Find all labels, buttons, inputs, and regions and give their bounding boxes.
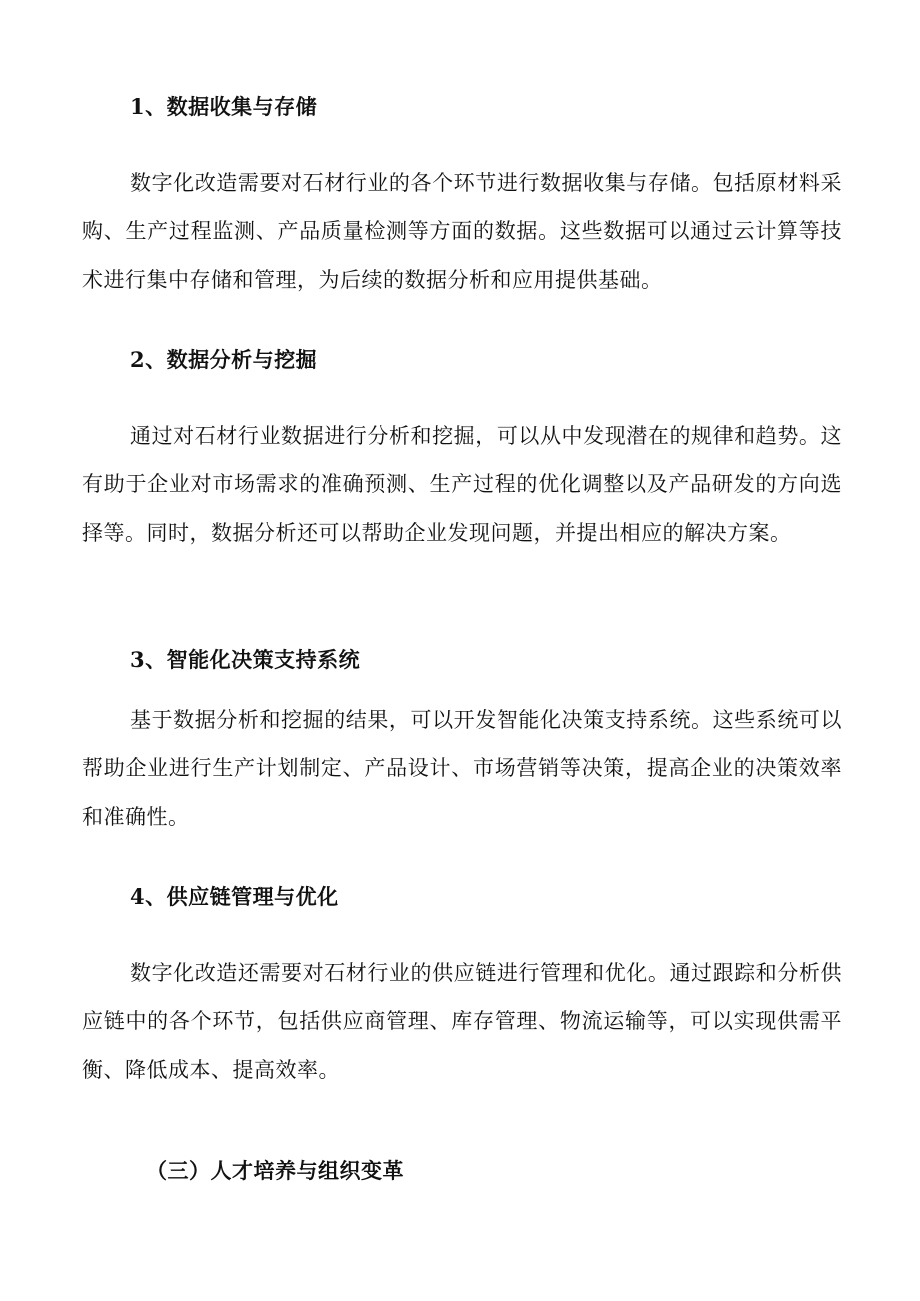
section-heading-decision-support: 3、智能化决策支持系统 <box>130 647 361 672</box>
section-heading-supply-chain: 4、供应链管理与优化 <box>130 884 339 909</box>
section-paragraph-data-collection: 数字化改造需要对石材行业的各个环节进行数据收集与存储。包括原材料采购、生产过程监测、产品质量检测等方面的数据。这些数据可以通过云计算等技术进行集中存储和管理，为后续的数据分析和应用提供基础。 <box>82 171 842 292</box>
section-heading-data-collection: 1、数据收集与存储 <box>130 94 318 119</box>
section-paragraph-supply-chain: 数字化改造还需要对石材行业的供应链进行管理和优化。通过跟踪和分析供应链中的各个环节，包括供应商管理、库存管理、物流运输等，可以实现供需平衡、降低成本、提高效率。 <box>82 961 842 1082</box>
section-paragraph-data-analysis: 通过对石材行业数据进行分析和挖掘，可以从中发现潜在的规律和趋势。这有助于企业对市场需求的准确预测、生产过程的优化调整以及产品研发的方向选择等。同时，数据分析还可以帮助企业发现问题，并提出相应的解决方案。 <box>82 424 842 545</box>
section-heading-data-analysis: 2、数据分析与挖掘 <box>130 347 318 372</box>
section-paragraph-decision-support: 基于数据分析和挖掘的结果，可以开发智能化决策支持系统。这些系统可以帮助企业进行生产计划制定、产品设计、市场营销等决策，提高企业的决策效率和准确性。 <box>82 708 842 829</box>
next-section-title: （三）人才培养与组织变革 <box>146 1158 404 1183</box>
